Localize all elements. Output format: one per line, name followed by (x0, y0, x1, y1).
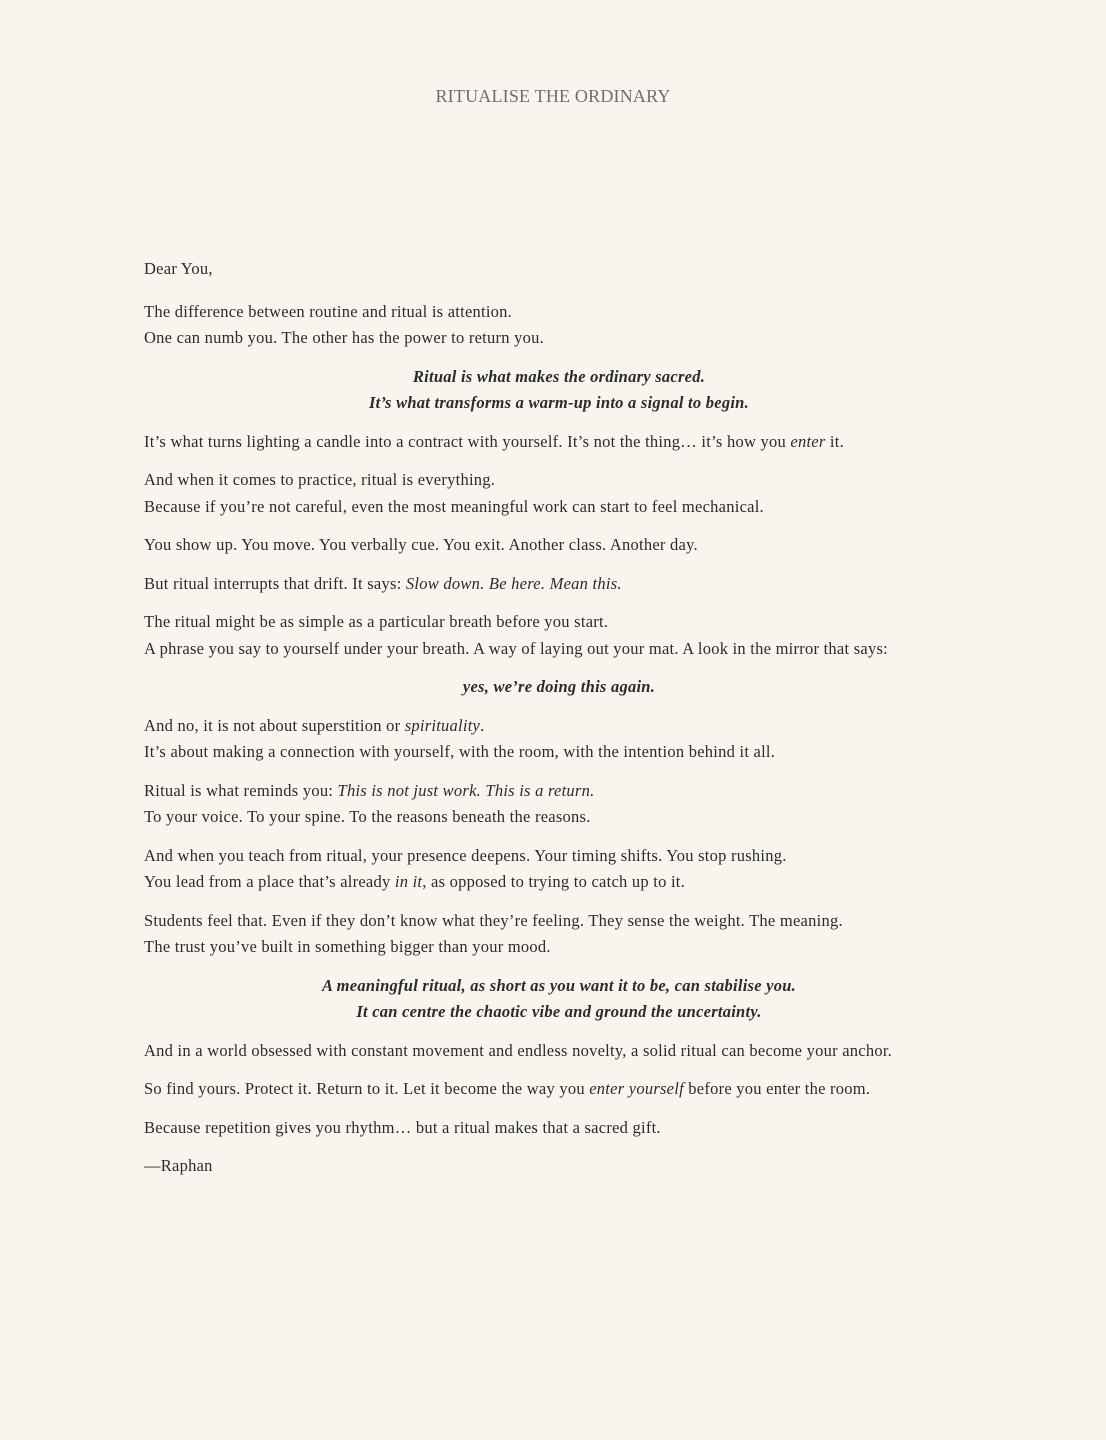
paragraph-line (144, 778, 974, 805)
paragraph-practice (144, 467, 974, 520)
paragraph-show-up: You show up. You move. You verbally cue. You exit. Another class. Another day. (144, 535, 698, 554)
emphasis-quote: yes, we’re doing this again. (462, 677, 656, 696)
paragraph-line: Because if you’re not careful, even the most meaningful work can start to feel mechanical. (144, 496, 764, 516)
text-run: You lead from a place that’s already (144, 872, 395, 891)
paragraph-line (144, 713, 974, 740)
paragraph-superstition (144, 713, 974, 766)
italic-text: in it (394, 872, 423, 891)
text-run: it. (825, 431, 844, 451)
text-run: But ritual interrupts that drift. It says: (144, 573, 406, 593)
paragraph-routine-vs-ritual (144, 299, 974, 352)
italic-text: spirituality (404, 715, 481, 735)
paragraph-reminds (144, 778, 974, 831)
emphasis-line: It’s what transforms a warm-up into a signal to begin. (369, 393, 749, 412)
paragraph-line: It’s about making a connection with yourself, with the room, with the intention behind it all. (144, 742, 776, 761)
italic-text: Slow down. Be here. Mean this. (405, 573, 622, 593)
paragraph-line: And when you teach from ritual, your presence deepens. Your timing shifts. You stop rushing. (144, 845, 787, 865)
paragraph-line: To your voice. To your spine. To the reasons beneath the reasons. (144, 807, 591, 826)
paragraph-line: One can numb you. The other has the power to return you. (144, 328, 544, 347)
emphasis-line: A meaningful ritual, as short as you want it to be, can stabilise you. (321, 975, 797, 995)
text-run: It’s what turns lighting a candle into a contract with yourself. It’s not the thing… it’s how you (144, 431, 791, 451)
italic-text: enter yourself (589, 1079, 684, 1098)
text-run: And no, it is not about superstition or (144, 715, 405, 735)
text-run: Ritual is what reminds you: (144, 780, 338, 800)
emphasis-quote (144, 973, 974, 1026)
paragraph-find-yours (144, 1076, 974, 1103)
emphasis-line: It can centre the chaotic vibe and ground the uncertainty. (356, 1002, 762, 1021)
page-title: RITUALISE THE ORDINARY (435, 86, 671, 106)
greeting: Dear You, (144, 259, 213, 278)
paragraph-drift (144, 571, 974, 598)
paragraph-rhythm: Because repetition gives you rhythm… but a ritual makes that a sacred gift. (144, 1117, 661, 1137)
emphasis-line: Ritual is what makes the ordinary sacred. (412, 366, 706, 386)
signature: —Raphan (144, 1156, 213, 1175)
italic-text: This is not just work. This is a return. (337, 780, 595, 800)
paragraph-teach (144, 843, 974, 896)
paragraph-students (144, 908, 974, 961)
italic-text: enter (790, 431, 826, 451)
paragraph-simple-ritual (144, 609, 974, 662)
emphasis-quote (144, 364, 974, 417)
paragraph-line: The trust you’ve built in something bigger than your mood. (144, 937, 551, 956)
paragraph-line: The ritual might be as simple as a particular breath before you start. (144, 612, 609, 631)
paragraph-line (144, 869, 974, 896)
text-run: before you enter the room. (683, 1079, 871, 1098)
paragraph-anchor: And in a world obsessed with constant movement and endless novelty, a solid ritual can become your anchor. (144, 1040, 893, 1060)
paragraph-candle (144, 429, 974, 456)
letter-body (144, 256, 974, 1192)
paragraph-line: Students feel that. Even if they don’t know what they’re feeling. They sense the weight. The meaning. (144, 910, 843, 930)
text-run: , as opposed to trying to catch up to it. (422, 872, 686, 891)
paragraph-line: And when it comes to practice, ritual is everything. (144, 470, 496, 489)
paragraph-line: A phrase you say to yourself under your breath. A way of laying out your mat. A look in the mirror that says: (144, 638, 888, 658)
paragraph-line: The difference between routine and ritual is attention. (144, 301, 513, 321)
text-run: . (480, 715, 485, 735)
text-run: So find yours. Protect it. Return to it. Let it become the way you (144, 1079, 590, 1098)
